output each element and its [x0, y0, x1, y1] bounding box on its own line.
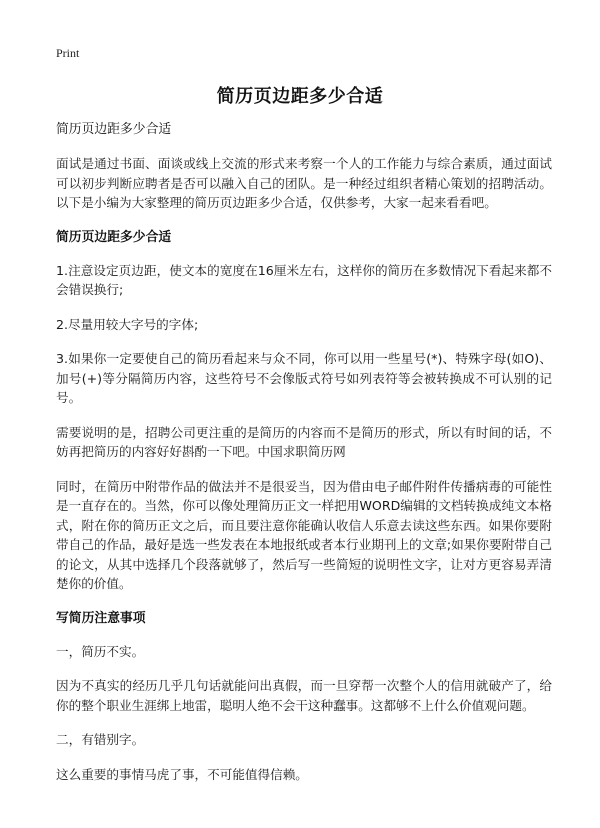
section-heading-precautions: 写简历注意事项 — [56, 610, 146, 626]
tip-item-1: 1.注意设定页边距，使文本的宽度在16厘米左右，这样你的简历在多数情况下看起来都不会错误换行; — [56, 262, 552, 297]
intro-paragraph: 面试是通过书面、面谈或线上交流的形式来考察一个人的工作能力与综合素质，通过面试可以初步判断应聘者是否可以融入自己的团队。是一种经过组织者精心策划的招聘活动。以下是小编为大家整理的简历页边距多少合适，仅供参考，大家一起来看看吧。 — [56, 156, 552, 210]
tip-item-3: 3.如果你一定要使自己的简历看起来与众不同，你可以用一些星号(*)、特殊字母(如O)、加号(+)等分隔简历内容，这些符号不会像版式符号如列表符等会被转换成不可认别的记号。 — [56, 351, 552, 405]
print-link[interactable]: Print — [56, 46, 80, 60]
article-subtitle: 简历页边距多少合适 — [56, 122, 172, 137]
article-body — [56, 120, 552, 799]
tip-item-2: 2.尽量用较大字号的字体; — [56, 316, 199, 332]
page-title: 简历页边距多少合适 — [216, 86, 384, 107]
point-2-heading: 二，有错别字。 — [56, 732, 145, 747]
note-paragraph: 需要说明的是，招聘公司更注重的是简历的内容而不是简历的形式，所以有时间的话，不妨再把简历的内容好好斟酌一下吧。中国求职简历网 — [56, 424, 552, 459]
attachment-paragraph: 同时，在简历中附带作品的做法并不是很妥当，因为借由电子邮件附件传播病毒的可能性是一直存在的。当然，你可以像处理简历正文一样把用WORD编辑的文档转换成纯文本格式，附在你的简历正文之后，而且要注意你能确认收信人乐意去读这些东西。如果你要附带自己的作品，最好是选一些发表在本地报纸或者本行业期刊上的文章;如果你要附带自己的论文，从其中选择几个段落就够了，然后写一些简短的说明性文字，让对方更容易弄清楚你的价值。 — [56, 478, 552, 591]
point-2-text: 这么重要的事情马虎了事，不可能值得信赖。 — [56, 766, 308, 782]
point-1-heading: 一，简历不实。 — [56, 643, 145, 659]
section-heading-margins: 简历页边距多少合适 — [56, 229, 172, 245]
point-1-text: 因为不真实的经历几乎几句话就能问出真假，而一旦穿帮一次整个人的信用就破产了，给你的整个职业生涯绑上地雷，聪明人绝不会干这种蠢事。这都够不上什么价值观问题。 — [56, 678, 552, 713]
